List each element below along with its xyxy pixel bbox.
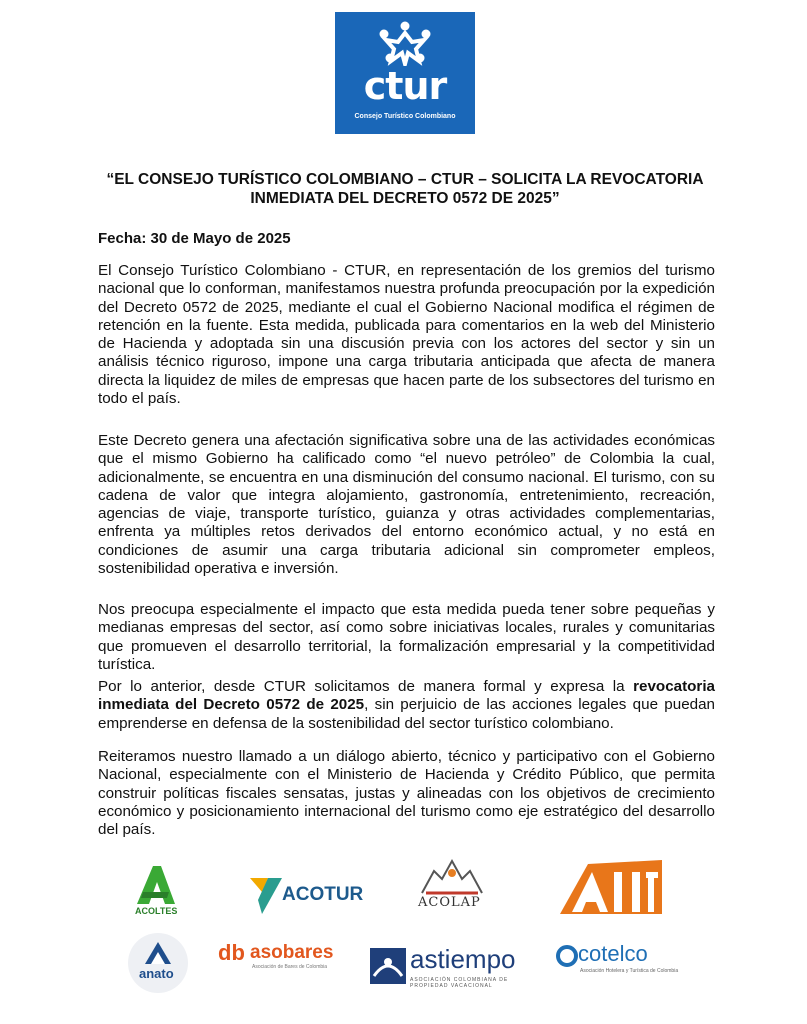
paragraph-4 [98,678,715,733]
ctur-logo [335,12,475,134]
cotelco-logo-text: cotelco [578,941,648,966]
acotur-mark-icon [248,870,284,916]
paragraph-4-text-end: , sin perjuicio de las acciones legales que puedan emprenderse en defensa de la sostenibilidad del sector turístico colombiano. [98,696,715,732]
acotur-logo [248,868,364,918]
astiempo-logo-subtitle: ASOCIACIÓN COLOMBIANA DE PROPIEDAD VACACIONAL [410,977,509,989]
acolap-mark-icon [412,857,492,895]
document-title [80,170,730,208]
anato-mark-icon [127,932,189,994]
paragraph-3: Nos preocupa especialmente el impacto que esta medida pueda tener sobre pequeñas y medianas empresas del sector, así como sobre iniciativas locales, rurales y comunitarias que promueven el desarrollo territorial, la formalización empresarial y la competitividad turística. [98,601,715,673]
anato-logo-text: anato [139,966,174,981]
astiempo-logo [370,944,520,994]
adit-mark-icon [558,858,664,916]
astiempo-mark-icon [370,948,406,988]
paragraph-5: Reiteramos nuestro llamado a un diálogo abierto, técnico y participativo con el Gobierno Nacional, especialmente con el Ministerio de Hacienda y Crédito Público, que permita construir políticas fiscales sensatas, justas y alineadas con los objetivos de crecimiento económico y posicionamiento internacional del turismo como eje estratégico del desarrollo del país. [98,748,715,839]
astiempo-logo-text: astiempo [410,944,516,974]
adit-logo [558,858,664,916]
acoltes-mark-icon [125,862,185,906]
paragraph-1: El Consejo Turístico Colombiano - CTUR, en representación de los gremios del turismo nacional que lo conforman, manifestamos nuestra profunda preocupación por la expedición del Decreto 0572 de 2025, mediante el cual el Gobierno Nacional modifica el régimen de retención en la fuente. Esta medida, publicada para comentarios en la web del Ministerio de Hacienda y adoptada sin una discusión previa con los actores del sector y sin un análisis técnico riguroso, impone una carga tributaria anticipada que afecta de manera directa la liquidez de miles de empresas que hacen parte de los subsectores del turismo en todo el país. [98,262,715,408]
paragraph-2: Este Decreto genera una afectación significativa sobre una de las actividades económicas que el mismo Gobierno ha calificado como “el nuevo petróleo” de Colombia la cual, adicionalmente, se encuentra en una disminución del consumo nacional. El turismo, con su cadena de valor que integra alojamiento, gastronomía, entretenimiento, recreación, agencias de viaje, transporte turístico, guianza y otras actividades complementarias, enfrenta ya múltiples retos derivados del entorno económico actual, y no está en condiciones de asumir una carga tributaria adicional sin comprometer empleos, sostenibilidad operativa e inversión. [98,432,715,578]
asobares-logo-subtitle: Asociación de Bares de Colombia [252,964,328,970]
ctur-logo-text: ctur [363,64,447,108]
paragraph-4-bold: revocatoria inmediata del Decreto 0572 de 2025 [98,678,715,714]
anato-logo [127,932,189,992]
ctur-logo-subtitle: Consejo Turístico Colombiano [354,113,456,120]
star-people-icon [372,20,438,66]
adit-logo-text [610,862,612,863]
asobares-logo [218,940,342,970]
title-line-1: “EL CONSEJO TURÍSTICO COLOMBIANO – CTUR – SOLICITA LA REVOCATORIA [106,171,704,188]
cotelco-mark-icon [556,945,578,967]
document-date: Fecha: 30 de Mayo de 2025 [98,230,291,247]
paragraph-4-text: Por lo anterior, desde CTUR solicitamos de manera formal y expresa la [98,678,634,695]
cotelco-logo [556,937,679,977]
title-line-2: INMEDIATA DEL DECRETO 0572 DE 2025” [250,190,560,207]
asobares-mark: db [218,940,245,965]
cotelco-logo-subtitle: Asociación Hotelera y Turística de Colombia [580,968,679,974]
acoltes-logo [125,862,185,920]
acoltes-logo-text: ACOLTES [135,906,178,916]
acotur-logo-text: ACOTUR [282,884,364,905]
acolap-logo-text: ACOLAP [418,895,481,910]
asobares-logo-text: asobares [250,942,334,963]
acolap-logo [412,857,492,917]
